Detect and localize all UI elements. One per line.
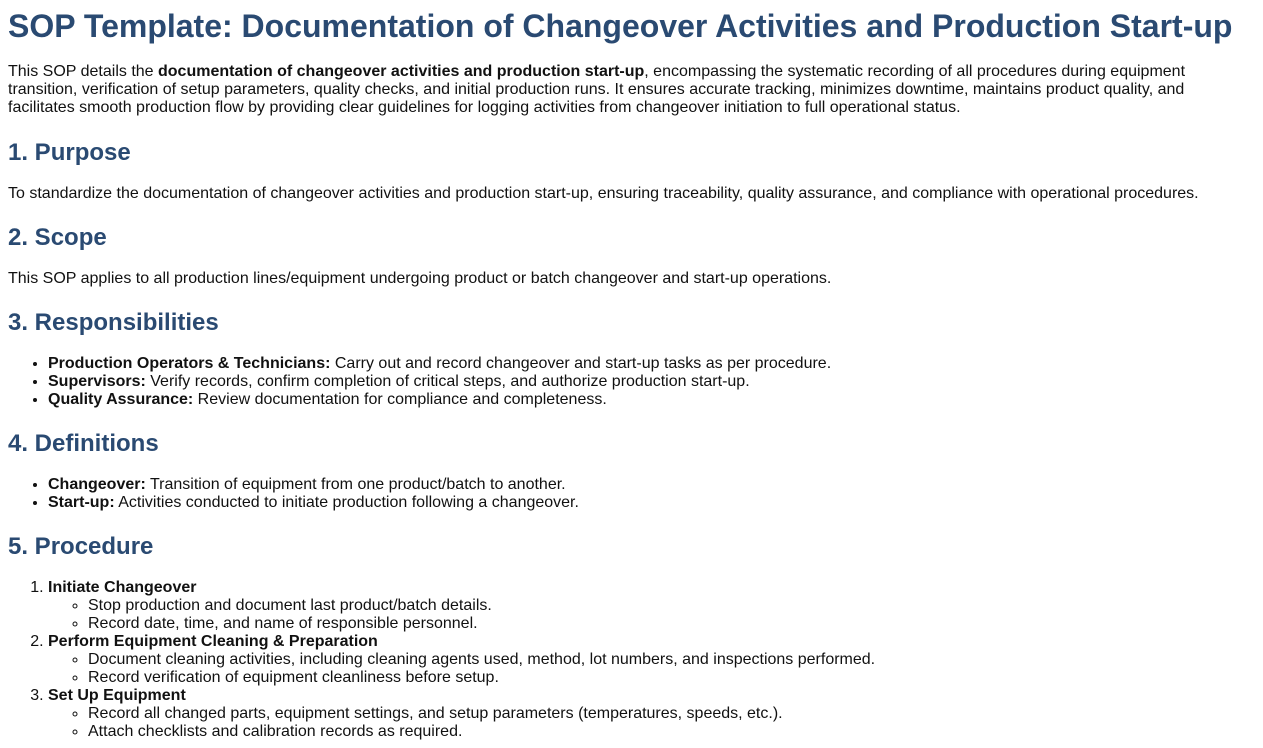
list-item-term: Changeover: — [48, 476, 146, 493]
procedure-step-title: Set Up Equipment — [48, 687, 186, 704]
list-item: ◦ Record verification of equipment cleanliness before setup. — [88, 669, 1255, 687]
section-responsibilities — [8, 309, 1255, 409]
list-item: ◦ Attach checklists and calibration records as required. — [88, 723, 1255, 741]
procedure-substeps — [48, 651, 1255, 687]
list-item — [48, 476, 1255, 494]
scope-text: This SOP applies to all production lines/equipment undergoing product or batch changeover and start-up operations. — [8, 270, 832, 287]
list-item-term: Quality Assurance: — [48, 391, 194, 408]
list-item: ◦ Stop production and document last product/batch details. — [88, 597, 1255, 615]
list-item — [48, 373, 1255, 391]
purpose-text: To standardize the documentation of changeover activities and production start-up, ensuring traceability, quality assurance, and compliance with operational procedures. — [8, 185, 1199, 202]
procedure-steps — [8, 579, 1255, 741]
procedure-step-title: Perform Equipment Cleaning & Preparation — [48, 633, 378, 650]
list-item-term: Supervisors: — [48, 373, 146, 390]
section-definitions — [8, 430, 1255, 512]
list-item: ◦ Document cleaning activities, including cleaning agents used, method, lot numbers, and inspections performed. — [88, 651, 1255, 669]
definitions-list — [8, 476, 1255, 512]
list-item: ◦ Record date, time, and name of responsible personnel. — [88, 615, 1255, 633]
section-scope — [8, 224, 1255, 288]
procedure-step — [48, 687, 1255, 741]
sop-document — [0, 6, 1263, 741]
responsibilities-list — [8, 355, 1255, 409]
list-item-desc: Activities conducted to initiate production following a changeover. — [114, 494, 579, 511]
intro-text-end: , encompassing the systematic recording of all procedures during equipment transition, verification of setup parameters, quality checks, and initial production runs. It ensures accurate tracking, minimizes downtime, maintains product quality, and facilitates smooth production flow by providing clear guidelines for logging activities from changeover initiation to full operational status. — [8, 63, 1186, 116]
procedure-substeps — [48, 705, 1255, 741]
list-item-desc: Carry out and record changeover and start-up tasks as per procedure. — [330, 355, 832, 372]
list-item — [48, 494, 1255, 512]
list-item-desc: Verify records, confirm completion of critical steps, and authorize production start-up. — [145, 373, 750, 390]
page-title: SOP Template: Documentation of Changeover Activities and Production Start-up — [8, 8, 1233, 44]
procedure-step — [48, 633, 1255, 687]
list-item-term: Start-up: — [48, 494, 115, 511]
section-purpose — [8, 139, 1255, 203]
intro-emphasis: documentation of changeover activities and production start-up — [158, 63, 645, 80]
section-heading-responsibilities: 3. Responsibilities — [8, 309, 219, 336]
section-heading-purpose: 1. Purpose — [8, 139, 131, 166]
section-heading-scope: 2. Scope — [8, 224, 107, 251]
list-item-desc: Transition of equipment from one product/batch to another. — [145, 476, 566, 493]
list-item: ◦ Record all changed parts, equipment settings, and setup parameters (temperatures, speeds, etc.). — [88, 705, 1255, 723]
list-item — [48, 355, 1255, 373]
procedure-step — [48, 579, 1255, 633]
section-heading-definitions: 4. Definitions — [8, 430, 159, 457]
procedure-step-title: Initiate Changeover — [48, 579, 197, 596]
section-procedure — [8, 533, 1255, 741]
section-heading-procedure: 5. Procedure — [8, 533, 154, 560]
list-item — [48, 391, 1255, 409]
intro-paragraph — [8, 63, 1208, 117]
intro-text-start: This SOP details the — [8, 63, 158, 80]
list-item-desc: Review documentation for compliance and completeness. — [193, 391, 607, 408]
list-item-term: Production Operators & Technicians: — [48, 355, 331, 372]
procedure-substeps — [48, 597, 1255, 633]
